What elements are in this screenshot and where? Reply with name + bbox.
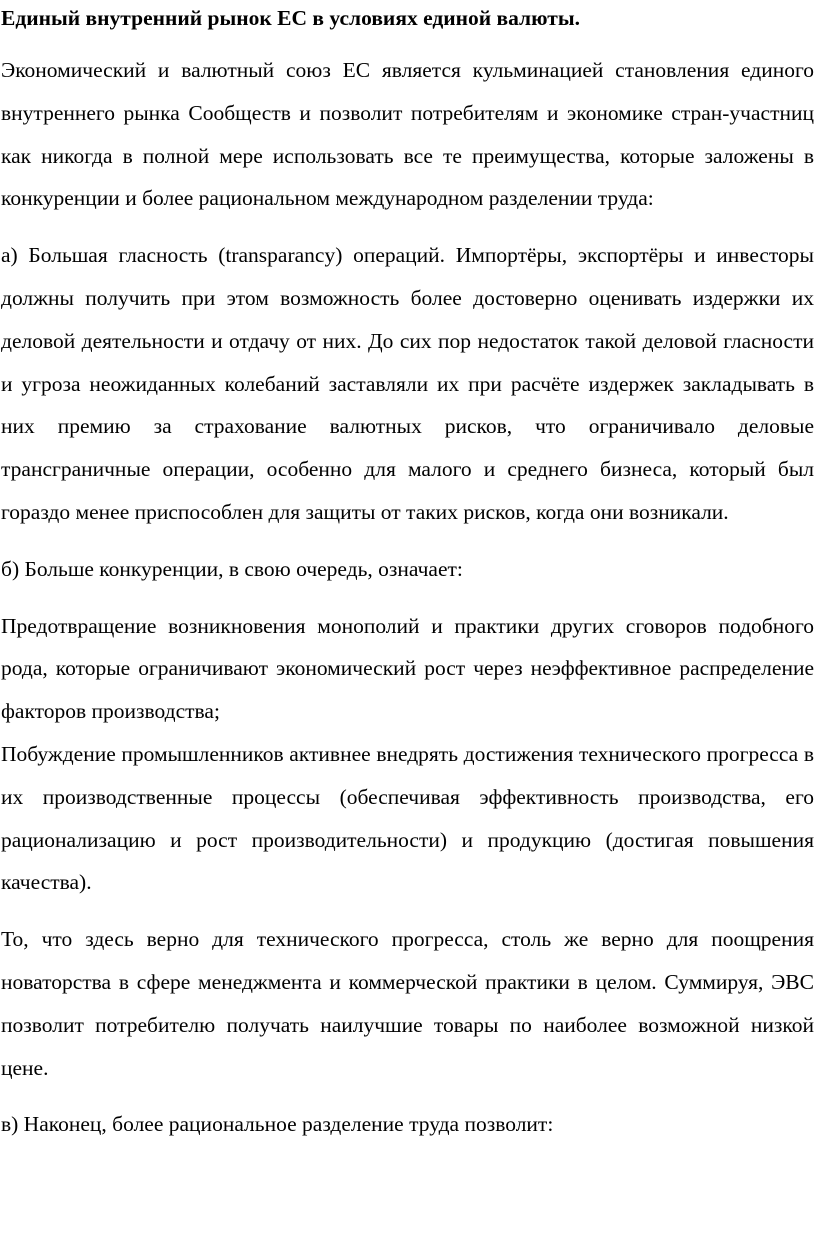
document-title: Единый внутренний рынок ЕС в условиях единой валюты. [1, 6, 580, 30]
paragraph-transparency: а) Большая гласность (transparancy) операций. Импортёры, экспортёры и инвесторы должны получить при этом возможность более достоверно оценивать издержки их деловой деятельности и отдачу от них. До сих пор недостаток такой деловой гласности и угроза неожиданных колебаний заставляли их при расчёте издержек закладывать в них премию за страхование валютных рисков, что ограничивало деловые трансграничные операции, особенно для малого и среднего бизнеса, который был гораздо менее приспособлен для защиты от таких рисков, когда они возникали. [1, 243, 814, 524]
paragraph-technical-progress: Побуждение промышленников активнее внедрять достижения технического прогресса в их производственные процессы (обеспечивая эффективность производства, его рационализацию и рост производительности) и продукцию (достигая повышения качества). [1, 741, 814, 895]
paragraph-division-of-labour: в) Наконец, более рациональное разделение труда позволит: [1, 1112, 554, 1137]
paragraph-intro: Экономический и валютный союз ЕС является кульминацией становления единого внутреннего рынка Сообществ и позволит потребителям и экономике стран-участниц как никогда в полной мере использовать все те преимущества, которые заложены в конкуренции и более рациональном международном разделении труда: [1, 58, 814, 211]
paragraph-monopoly-prevention: Предотвращение возникновения монополий и практики других сговоров подобного рода, которые ограничивают экономический рост через неэффективное распределение факторов производства; [1, 613, 814, 724]
paragraph-management-innovation: То, что здесь верно для технического прогресса, столь же верно для поощрения новаторства в сфере менеджмента и коммерческой практики в целом. Суммируя, ЭВС позволит потребителю получать наилучшие товары по наиболее возможной низкой цене. [1, 927, 814, 1080]
paragraph-competition-heading: б) Больше конкуренции, в свою очередь, означает: [1, 556, 463, 581]
